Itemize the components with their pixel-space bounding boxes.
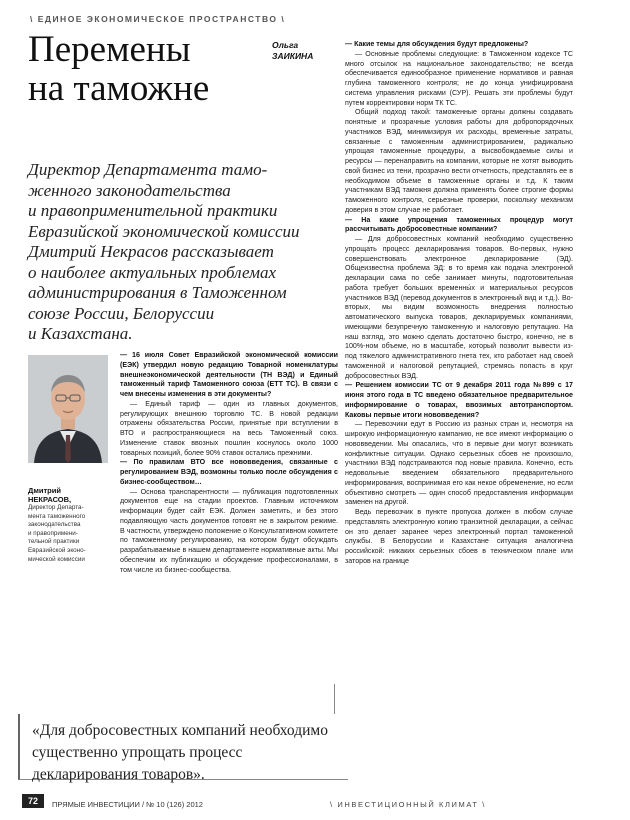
article-lead [28,160,333,345]
interview-question: — Решением комиссии ТС от 9 декабря 2011 года №899 с 17 июня этого года в ТС введено обязательное предварительное информирование о товарах, ввозимых автотранспортом. Каковы первые итоги нововведения? [345,381,573,419]
title-line-1: Перемены [28,29,191,70]
caption-role-line: тельной практики [28,538,80,546]
author-byline [272,40,313,62]
lead-line: женного законодательства [28,180,231,200]
interview-question: — Какие темы для обсуждения будут предложены? [345,40,529,48]
interview-answer: — Для добросовестных компаний необходимо существенно упрощать процесс декларирования товаров. Во-первых, нужно совершенствовать электронное декларирование (ЭД). Общеизвестна проблема ЭД: в то время как подача электронной декларации сама по себе занимает минуты, подготовительная работа требует больших временны́х и материальных ресурсов участников ВЭД (перевод документов в электронный вид и т.д.). Во-вторых, мы видим возможность внедрения полностью автоматического выпуска товаров, декларируемых компаниями, имеющими безупречную таможенную и налоговую репутацию. На наш взгляд, это можно сделать достаточно быстро, конечно, не в 100%-ном объеме, но в масштабе, который позволит вывести из-под тяжелого административного гнета тех, кто работает над своей таможенной и налоговой репутацией, стремясь попасть в круг добросовестных ВЭД. [345,235,573,380]
caption-surname: НЕКРАСОВ, [28,495,72,504]
caption-role-line: мической комиссии [28,555,85,563]
interview-question: — 16 июля Совет Евразийской экономической комиссии (ЕЭК) утвердил новую редакцию Товарной номенклатуры внешнеэкономической деятельности (ТН ВЭД) и Единый таможенный тариф Таможенного союза (ЕТТ ТС). В связи с чем внесены изменения в эти документы? [120,351,338,398]
caption-role-line: Евразийской эконо- [28,546,86,554]
lead-line: Директор Департамента тамо- [28,160,268,179]
lead-line: и Казахстана. [28,324,133,343]
footer-section: \ ИНВЕСТИЦИОННЫЙ КЛИМАТ \ [330,800,486,809]
interview-question: — На какие упрощения таможенных процедур могут рассчитывать добросовестные компании? [345,215,573,234]
lead-line: Евразийской экономической комиссии [28,221,300,241]
interview-question: — По правилам ВТО все нововведения, связанные с регулированием ВЭД, возможны только после обсуждения с бизнес-сообществом… [120,458,338,486]
text-column-2 [345,40,573,567]
page-number: 72 [22,794,44,808]
author-first-name: Ольга [272,40,299,50]
interview-answer: — Перевозчики едут в Россию из разных стран и, несмотря на широкую информационную кампанию, не все имеют информацию о нововведении. Мы опасались, что в первые дни могут возникать конфликтные ситуации. Однако серьезных сбоев не произошло, участники ВЭД подстраиваются под новые правила. Конечно, есть недовольные введением обязательного предварительного информирования, воспринимая его как некое обременение, но если объективно смотреть — один способ предоставления информации заменен на другой. [345,420,573,507]
caption-role-line: и правопримени- [28,529,78,537]
lead-line: администрирования в Таможенном [28,283,287,302]
photo-caption [28,486,110,564]
lead-line: союзе России, Белоруссии [28,303,215,323]
lead-line: о наиболее актуальных проблемах [28,262,277,282]
portrait-illustration [28,355,108,463]
caption-role-line: законодательства [28,521,81,529]
interview-answer: — Единый тариф — один из главных документов, регулирующих внешнюю торговлю ТС. В новой редакции отражены обязательства России, принятые при вступлении в ВТО и распространяющиеся на весь Таможенный союз. Изменение ставок ввозных пошлин коснулось около 1000 товарных позиций, более 90% ставок остались прежними. [120,399,338,457]
interview-answer: Общий подход такой: таможенные органы должны создавать понятные и прозрачные условия работы для добропорядочных участников ВЭД, минимизируя их расходы, временные затраты, связанные с таможенным администрированием, радикально упрощая таможенные процедуры, а высвобождаемые силы и ресурсы — перенаправить на компании, которые не хотят выводить свой бизнес из тени, прозрачно вести отчетность, представлять ее в необходимом объеме в таможенные органы и т.д. К таким участникам ВЭД таможня должна применять более строгие формы таможенного контроля, серьезные проверки, поскольку механизм доверия в этом случае не работает. [345,108,573,214]
article-title [28,30,268,108]
author-last-name: ЗАИКИНА [272,51,314,61]
interview-answer: — Основа транспарентности — публикация подготовленных документов еще на стадии проектов. Главным источником информации будет сайт ЕЭК. Должен заметить, и без этого подавляющую часть документов готовят не в закрытом режиме. В частности, утверждено положение о Консультативном комитете по таможенному регулированию, на котором будут обсуждать разрабатываемые в нашем департаменте нормативные акты. Мы обеспечим их публикацию и обсуждение профессионалами, в том числе из бизнес-сообщества. [120,487,338,574]
section-tag: \ ЕДИНОЕ ЭКОНОМИЧЕСКОЕ ПРОСТРАНСТВО \ [30,14,286,24]
portrait-photo [28,355,108,463]
lead-line: и правоприменительной практики [28,201,278,220]
caption-role-line: мента таможенного [28,512,86,520]
caption-name: Дмитрий [28,486,61,495]
lead-line: Дмитрий Некрасов рассказывает [28,242,274,261]
magazine-issue: ПРЯМЫЕ ИНВЕСТИЦИИ / № 10 (126) 2012 [52,800,203,809]
interview-answer: — Основные проблемы следующие: в Таможенном кодексе ТС много отсылок на национальное законодательство; не всегда обеспечивается единообразное применение нормативов и равная глубина таможенного контроля; не до конца унифицирована система управления рисками (СУР). Решать эти проблемы будут путем корректировки норм ТК ТС. [345,49,573,107]
text-column-1 [120,351,338,575]
interview-answer: Ведь перевозчик в пункте пропуска должен в любом случае представлять электронную копию транзитной декларации, а сейчас он это делает заранее через электронный портал таможенной службы. В Белоруссии и Казахстане ситуация аналогична российской: никаких серьезных сбоев в техническом плане или заторов на границе [345,508,573,565]
title-line-2: на таможне [28,68,210,109]
pull-quote: «Для добросовестных компаний необходимо существенно упрощать процесс декларирования товаров». [18,714,348,780]
quote-frame-notch [334,684,349,714]
caption-role-line: Директор Департа- [28,504,84,511]
